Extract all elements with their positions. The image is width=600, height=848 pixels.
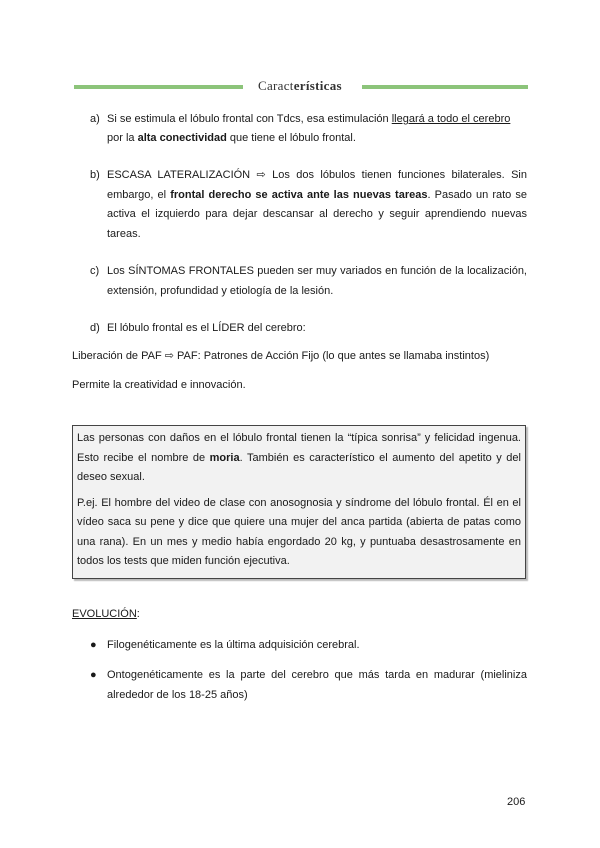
info-box [72,425,526,579]
evolution-heading: EVOLUCIÓN: [72,608,140,620]
bullet-icon: ● [90,639,97,651]
section-header [72,80,528,96]
page-number: 206 [507,796,526,808]
bullet-icon: ● [90,669,97,681]
list-item-a-cont: por la alta conectividad que tiene el lóbulo frontal. [107,132,356,144]
list-item-a: a) Si se estimula el lóbulo frontal con Tdcs, esa estimulación llegará a todo el cerebro [90,113,511,125]
paf-paragraph: Liberación de PAF ⇨ PAF: Patrones de Acción Fijo (lo que antes se llamaba instintos) [72,350,490,362]
info-box-p1: Las personas con daños en el lóbulo frontal tienen la “típica sonrisa” y felicidad ingenua. Esto recibe el nombre de moria. También es característico el aumento del apetito y del deseo sexual. [77,432,521,483]
list-item-d: d) El lóbulo frontal es el LÍDER del cerebro: [90,322,306,334]
section-title: Características [258,78,342,93]
evolution-item-1: ● Filogenéticamente es la última adquisición cerebral. [90,636,527,656]
header-bar-left [74,85,243,89]
creativity-paragraph: Permite la creatividad e innovación. [72,379,246,391]
list-item-c-text: Los SÍNTOMAS FRONTALES pueden ser muy variados en función de la localización, extensión, profundidad y etiología de la lesión. [107,265,527,297]
info-box-p2: P.ej. El hombre del video de clase con anosognosia y síndrome del lóbulo frontal. Él en el vídeo saca su pene y dice que quiere una mujer del anca partida (abierta de patas como una rana). En un mes y medio había engordado 20 kg, y puntuaba desastrosamente en todos los tests que miden función ejecutiva. [77,496,521,567]
list-item-b-text: ESCASA LATERALIZACIÓN ⇨ Los dos lóbulos tienen funciones bilaterales. Sin embargo, el frontal derecho se activa ante las nuevas tareas. Pasado un rato se activa el izquierdo para dejar descansar al derecho y seguir aprendiendo nuevas tareas. [107,169,527,240]
header-bar-right [362,85,528,89]
